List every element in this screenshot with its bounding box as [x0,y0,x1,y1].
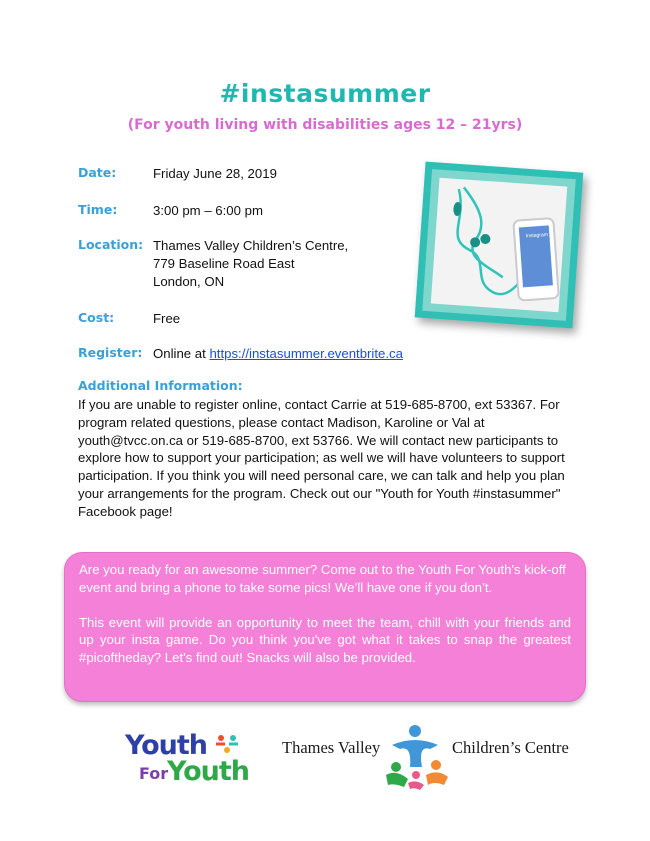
date-label: Date: [78,165,117,180]
event-title: #instasummer [219,79,431,108]
yfy-word-youth: Youth [125,730,207,761]
yfy-word-youth-2: Youth [167,756,249,787]
youth-for-youth-logo [125,730,250,792]
tvcc-text-right: Children’s Centre [452,738,569,757]
headphones-icon [431,178,567,313]
location-value [153,237,453,291]
location-line: Thames Valley Children’s Centre, [153,238,349,253]
register-label: Register: [78,345,143,360]
register-value [153,345,453,363]
additional-info-heading: Additional Information: [78,378,243,393]
additional-info-body: If you are unable to register online, contact Carrie at 519-685-8700, ext 53367. For program related questions, please contact Madison, Karoline or Val at youth@tvcc.on.ca or 519-685-8700, ext 53766. We will contact new participants to explore how to support your participation; as well we will have volunteers to support participation. If you think you will need personal care, we can talk and help you plan your arrangements for the program. Check out our "Youth for Youth #instasummer" Facebook page! [78,397,565,519]
phone-screen-text: Instagram [525,231,549,240]
callout-paragraph-1: Are you ready for an awesome summer? Come out to the Youth For Youth's kick-off event and bring a phone to take some pics! We’ll have one if you don’t. [79,562,566,595]
headphones-phone-photo [415,162,583,329]
time-value: 3:00 pm – 6:00 pm [153,203,263,218]
callout-box [64,552,586,702]
date-value: Friday June 28, 2019 [153,166,277,181]
cost-value: Free [153,311,181,326]
children-figures-icon [382,723,452,791]
register-prefix: Online at [153,346,210,361]
tvcc-logo [282,723,572,791]
cost-label: Cost: [78,310,115,325]
register-link[interactable]: https://instasummer.eventbrite.ca [209,346,403,361]
people-icon [213,732,241,758]
yfy-word-for: For [139,764,169,783]
location-label: Location: [78,237,144,252]
time-label: Time: [78,202,118,217]
event-subtitle: (For youth living with disabilities ages 12 – 21yrs) [127,117,523,133]
location-line: London, ON [153,274,225,289]
tvcc-text-left: Thames Valley [282,738,381,757]
location-line: 779 Baseline Road East [153,256,295,271]
callout-paragraph-2: This event will provide an opportunity to meet the team, chill with your friends and up your insta game. Do you think you've got what it takes to snap the greatest #picoftheday? Let's find out! Snacks will also be provided. [79,614,571,666]
photo-frame-inner [431,178,567,313]
